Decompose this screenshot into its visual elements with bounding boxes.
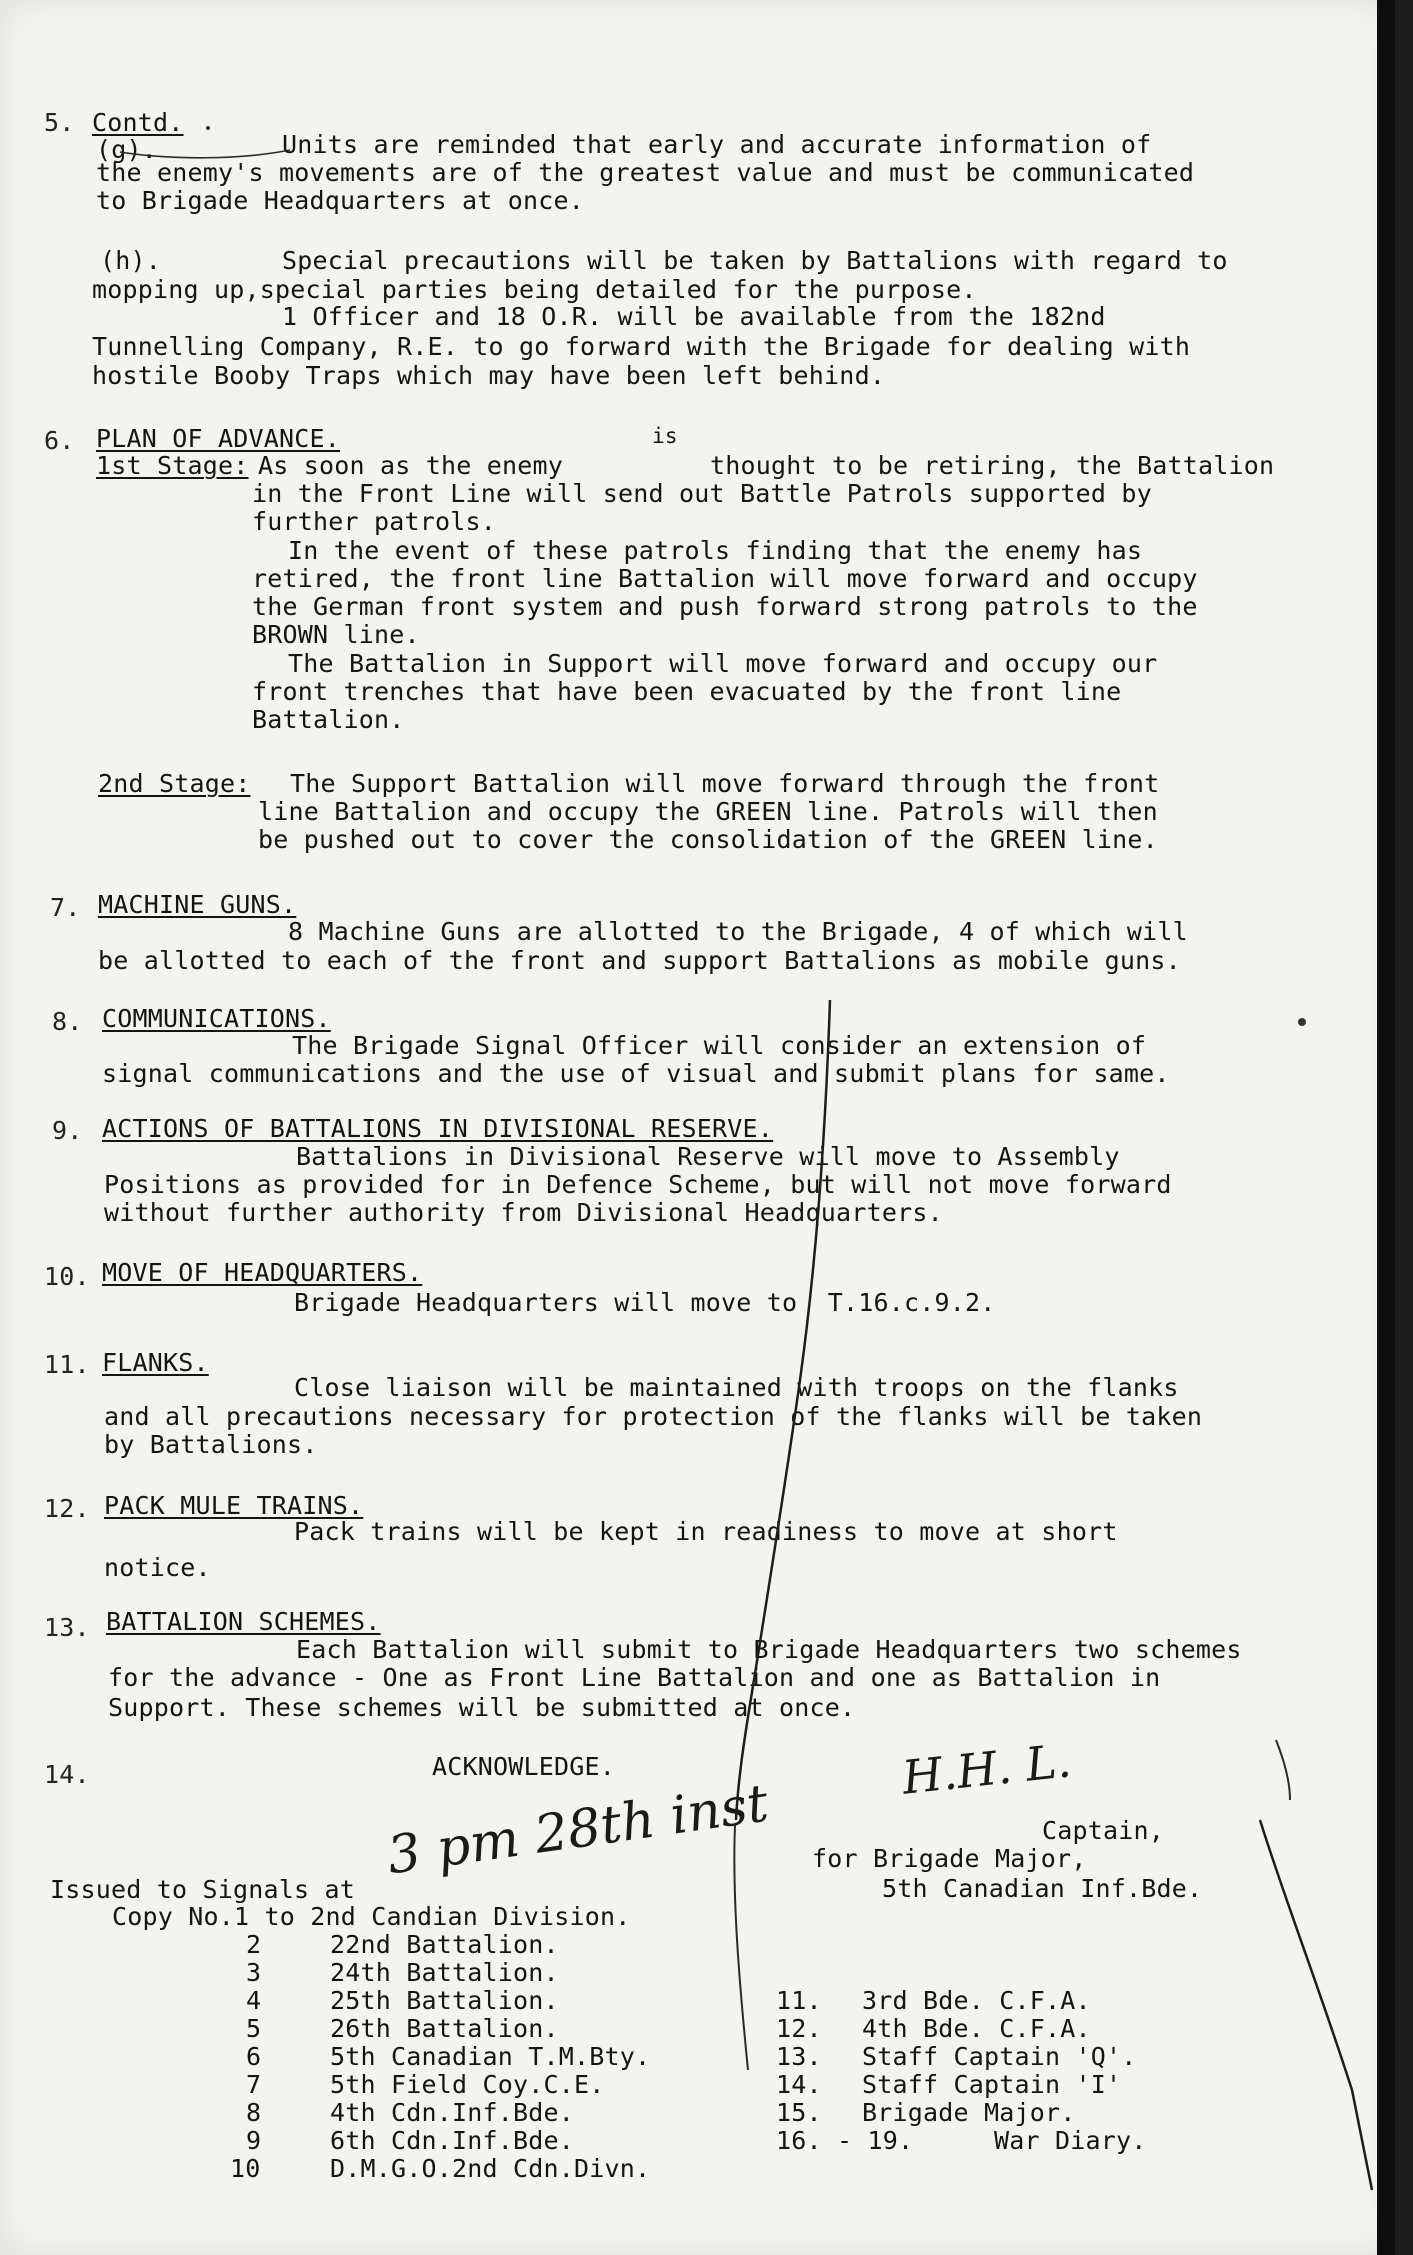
para-9-line: without further authority from Divisional Headquarters.: [104, 1198, 943, 1227]
copy-recipient: 4th Cdn.Inf.Bde.: [330, 2098, 575, 2127]
copy-number: 4: [246, 1986, 262, 2015]
signature-rank: Captain,: [1042, 1816, 1165, 1845]
para-12-line: Pack trains will be kept in readiness to move at short: [294, 1517, 1118, 1546]
para-5g-line: Units are reminded that early and accurate information of: [282, 130, 1152, 159]
copy-number: 10: [230, 2154, 261, 2183]
para-9-heading: ACTIONS OF BATTALIONS IN DIVISIONAL RESERVE.: [102, 1114, 774, 1143]
para-13-line: Support. These schemes will be submitted at once.: [108, 1693, 856, 1722]
stage-2-line: line Battalion and occupy the GREEN line. Patrols will then: [258, 797, 1158, 826]
para-7-heading: MACHINE GUNS.: [98, 890, 297, 919]
para-10-line: Brigade Headquarters will move to T.16.c.9.2.: [294, 1288, 996, 1317]
copy-number: 5: [246, 2014, 262, 2043]
copy-recipient: 6th Cdn.Inf.Bde.: [330, 2126, 575, 2155]
copy-recipient: 24th Battalion.: [330, 1958, 559, 1987]
stage-1-label: 1st Stage:: [96, 451, 249, 480]
para-5h-label: (h).: [100, 246, 162, 275]
stage-1-line: thought to be retiring, the Battalion: [710, 451, 1275, 480]
pen-stroke: [1276, 1740, 1290, 1800]
copy-number: 9: [246, 2126, 262, 2155]
copy-recipient: Brigade Major.: [862, 2098, 1076, 2127]
stage-2-line: The Support Battalion will move forward through the front: [290, 769, 1160, 798]
para-5g-line: to Brigade Headquarters at once.: [96, 186, 585, 215]
copy-header: Copy No.1 to 2nd Candian Division.: [112, 1902, 631, 1931]
para-5-heading: Contd.: [92, 108, 184, 137]
para-14-number: 14.: [44, 1760, 90, 1789]
para-5g-line: the enemy's movements are of the greatest value and must be communicated: [96, 158, 1195, 187]
para-11-line: by Battalions.: [104, 1430, 318, 1459]
pen-stroke: [1260, 1820, 1372, 2190]
issued-label: Issued to Signals at: [50, 1875, 356, 1904]
para-11-number: 11.: [44, 1350, 90, 1379]
para-5h-line: hostile Booby Traps which may have been left behind.: [92, 361, 886, 390]
stage-2-label: 2nd Stage:: [98, 769, 251, 798]
para-6-number: 6.: [44, 426, 75, 455]
signature-unit: 5th Canadian Inf.Bde.: [882, 1874, 1203, 1903]
para-11-line: Close liaison will be maintained with troops on the flanks: [294, 1373, 1179, 1402]
copy-number: 6: [246, 2042, 262, 2071]
pen-stroke: [736, 1000, 830, 1820]
ink-spot: [206, 126, 210, 130]
copy-recipient: 26th Battalion.: [330, 2014, 559, 2043]
ink-spot: [1298, 1018, 1306, 1026]
copy-recipient: 4th Bde. C.F.A.: [862, 2014, 1091, 2043]
para-6-heading: PLAN OF ADVANCE.: [96, 424, 341, 453]
para-7-number: 7.: [50, 893, 81, 922]
copy-number: 12.: [776, 2014, 822, 2043]
copy-number: 15.: [776, 2098, 822, 2127]
copy-recipient: Staff Captain 'I': [862, 2070, 1122, 2099]
signature: H.H. L.: [899, 1733, 1074, 1805]
stage-1-line: In the event of these patrols finding that the enemy has: [288, 536, 1143, 565]
stage-2-line: be pushed out to cover the consolidation of the GREEN line.: [258, 825, 1158, 854]
para-10-number: 10.: [44, 1262, 90, 1291]
signature-for: for Brigade Major,: [812, 1844, 1087, 1873]
copy-number: 3: [246, 1958, 262, 1987]
acknowledge: ACKNOWLEDGE.: [432, 1752, 616, 1781]
copy-number: 13.: [776, 2042, 822, 2071]
copy-number: 8: [246, 2098, 262, 2127]
para-8-heading: COMMUNICATIONS.: [102, 1004, 331, 1033]
copy-number: 14.: [776, 2070, 822, 2099]
para-13-heading: BATTALION SCHEMES.: [106, 1607, 381, 1636]
para-6-insert: is: [652, 424, 678, 448]
para-13-number: 13.: [44, 1613, 90, 1642]
copy-number: 2: [246, 1930, 262, 1959]
para-8-line: signal communications and the use of visual and submit plans for same.: [102, 1059, 1170, 1088]
scan-edge: [1377, 0, 1395, 2255]
para-5h-line: mopping up,special parties being detailed for the purpose.: [92, 275, 977, 304]
para-11-heading: FLANKS.: [102, 1348, 209, 1377]
handwritten-time: 3 pm 28th inst: [383, 1773, 772, 1887]
stage-1-line: further patrols.: [252, 507, 497, 536]
para-5h-line: 1 Officer and 18 O.R. will be available from the 182nd: [282, 302, 1106, 331]
copy-recipient: 22nd Battalion.: [330, 1930, 559, 1959]
copy-number: 16. - 19.: [776, 2126, 914, 2155]
para-7-line: 8 Machine Guns are allotted to the Brigade, 4 of which will: [288, 917, 1188, 946]
stage-1-line: The Battalion in Support will move forward and occupy our: [288, 649, 1158, 678]
stage-1-line: As soon as the enemy: [258, 451, 564, 480]
para-8-line: The Brigade Signal Officer will consider an extension of: [292, 1031, 1147, 1060]
copy-recipient: War Diary.: [994, 2126, 1147, 2155]
stage-1-line: Battalion.: [252, 705, 405, 734]
copy-recipient: 25th Battalion.: [330, 1986, 559, 2015]
stage-1-line: the German front system and push forward strong patrols to the: [252, 592, 1198, 621]
para-10-heading: MOVE OF HEADQUARTERS.: [102, 1258, 423, 1287]
copy-recipient: 3rd Bde. C.F.A.: [862, 1986, 1091, 2015]
stage-1-line: in the Front Line will send out Battle Patrols supported by: [252, 479, 1152, 508]
pen-stroke: [120, 150, 290, 158]
para-13-line: Each Battalion will submit to Brigade Headquarters two schemes: [296, 1635, 1242, 1664]
para-5h-line: Special precautions will be taken by Battalions with regard to: [282, 246, 1228, 275]
para-5-number: 5.: [44, 108, 75, 137]
para-5g-label: (g).: [96, 135, 158, 164]
para-5h-line: Tunnelling Company, R.E. to go forward with the Brigade for dealing with: [92, 332, 1191, 361]
copy-recipient: Staff Captain 'Q'.: [862, 2042, 1137, 2071]
copy-number: 11.: [776, 1986, 822, 2015]
copy-recipient: D.M.G.O.2nd Cdn.Divn.: [330, 2154, 651, 2183]
stage-1-line: retired, the front line Battalion will move forward and occupy: [252, 564, 1198, 593]
para-9-number: 9.: [52, 1116, 83, 1145]
stage-1-line: BROWN line.: [252, 620, 420, 649]
para-7-line: be allotted to each of the front and support Battalions as mobile guns.: [98, 946, 1181, 975]
para-12-line: notice.: [104, 1553, 211, 1582]
para-13-line: for the advance - One as Front Line Battalion and one as Battalion in: [108, 1663, 1161, 1692]
para-9-line: Battalions in Divisional Reserve will move to Assembly: [296, 1142, 1120, 1171]
pen-stroke: [734, 1825, 748, 2070]
copy-number: 7: [246, 2070, 262, 2099]
para-11-line: and all precautions necessary for protection of the flanks will be taken: [104, 1402, 1203, 1431]
para-8-number: 8.: [52, 1007, 83, 1036]
para-12-heading: PACK MULE TRAINS.: [104, 1491, 364, 1520]
para-12-number: 12.: [44, 1494, 90, 1523]
para-9-line: Positions as provided for in Defence Scheme, but will not move forward: [104, 1170, 1172, 1199]
stage-1-line: front trenches that have been evacuated by the front line: [252, 677, 1122, 706]
copy-recipient: 5th Field Coy.C.E.: [330, 2070, 605, 2099]
copy-recipient: 5th Canadian T.M.Bty.: [330, 2042, 651, 2071]
